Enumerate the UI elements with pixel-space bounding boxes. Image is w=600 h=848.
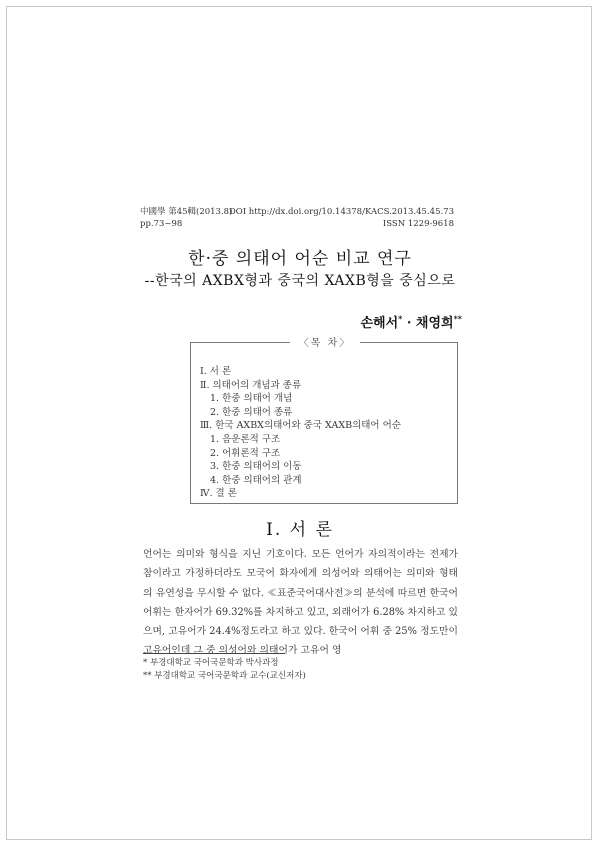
journal-name: 中國學 第45輯(2013.8): [140, 207, 233, 217]
toc-item: Ⅱ. 의태어의 개념과 종류: [200, 379, 302, 391]
author-2-mark: **: [453, 313, 462, 324]
footnote-1: * 부경대학교 국어국문학과 박사과정: [143, 658, 279, 668]
toc-item: 2. 어휘론적 구조: [210, 447, 281, 459]
doi-info: [229, 206, 454, 230]
toc-item: 4. 한중 의태어의 관계: [210, 474, 302, 486]
toc-item: 1. 음운론적 구조: [210, 433, 281, 445]
toc-item: 3. 한중 의태어의 이동: [210, 461, 302, 473]
toc-list: [200, 365, 401, 501]
page-range: pp.73~98: [140, 219, 183, 229]
toc-item: Ⅲ. 한국 AXBX의태어와 중국 XAXB의태어 어순: [200, 420, 401, 432]
toc-item: 1. 한중 의태어 개념: [210, 393, 293, 405]
doi-link[interactable]: DOI http://dx.doi.org/10.14378/KACS.2013.45.45.73: [228, 207, 454, 217]
toc-caption: 〈목 차〉: [290, 334, 360, 349]
toc-item: Ⅳ. 결 론: [200, 488, 237, 500]
issn: ISSN 1229-9618: [382, 219, 454, 229]
journal-info: [140, 206, 232, 230]
toc-item: 2. 한중 의태어 종류: [210, 406, 293, 418]
authors: [360, 312, 462, 331]
author-1: 손해서: [360, 316, 399, 331]
author-1-mark: *: [398, 313, 403, 324]
footnote-divider: [143, 653, 285, 654]
paper-subtitle: --한국의 AXBX형과 중국의 XAXB형을 중심으로: [144, 273, 456, 289]
body-paragraph: 언어는 의미와 형식을 지닌 기호이다. 모든 언어가 자의적이라는 전제가 참이라고 가정하더라도 모국어 화자에게 의성어와 의태어는 의미와 형태의 유연성을 무시할 수 없다. ≪표준국어대사전≫의 분석에 따르면 한국어 어휘는 한자어가 69.32%를 차지하고 있고, 외래어가 6.28% 차지하고 있으며, 고유어가 24.4%정도라고 하고 있다. 한국어 어휘 중 25% 정도만이 고유어인데 그 중 의성어와 의태어가 고유어 영: [143, 549, 458, 657]
author-2: · 채영희: [402, 316, 454, 331]
footnote-2: ** 부경대학교 국어국문학과 교수(교신저자): [143, 671, 306, 681]
section-heading: Ⅰ. 서 론: [266, 520, 334, 540]
toc-item: Ⅰ. 서 론: [200, 366, 232, 377]
paper-title: 한·중 의태어 어순 비교 연구: [188, 249, 412, 269]
